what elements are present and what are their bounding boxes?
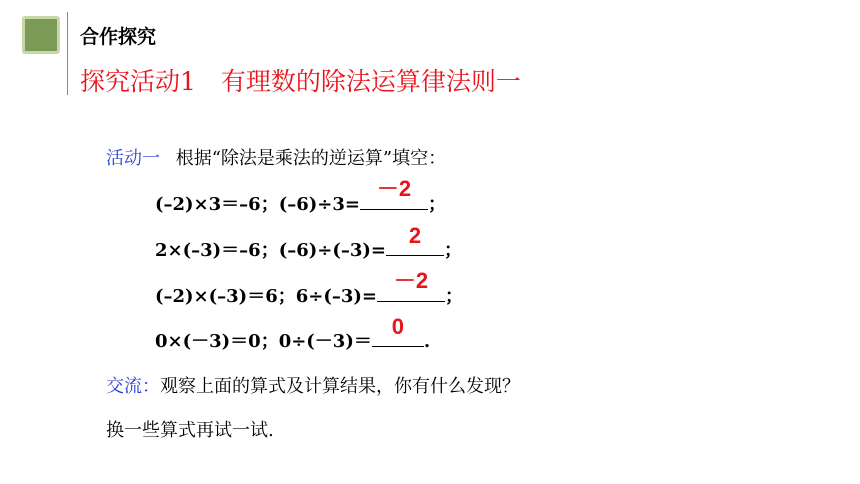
section-label: 合作探究 xyxy=(80,26,157,48)
equation-text: 0×(－3)＝0；0÷(－3)＝ xyxy=(155,331,372,352)
answer-value: 2 xyxy=(408,223,422,248)
page-title: 探究活动1 有理数的除法运算律法则一 xyxy=(80,67,521,96)
equation-text: (–2)×3＝–6；(–6)÷3= xyxy=(155,194,360,215)
answer-value: －2 xyxy=(393,268,429,293)
answer-value: 0 xyxy=(391,314,404,339)
answer-value: －2 xyxy=(376,176,412,201)
equation-end: ； xyxy=(427,194,446,215)
equation-text: (–2)×(–3)＝6；6÷(–3)= xyxy=(155,286,377,307)
activity-instruction: 根据“除法是乘法的逆运算”填空： xyxy=(175,148,447,169)
answer-blank xyxy=(377,268,445,302)
answer-blank xyxy=(386,223,444,256)
equation-row xyxy=(155,314,431,353)
exchange-text: 观察上面的算式及计算结果，你有什么发现？ xyxy=(160,376,520,397)
equation-end: ； xyxy=(444,286,463,307)
exchange-line xyxy=(106,372,520,398)
equation-row xyxy=(155,268,463,308)
equation-row xyxy=(155,223,462,262)
activity-label: 活动一 xyxy=(106,148,160,169)
section-square-icon xyxy=(22,16,60,54)
answer-blank xyxy=(360,176,428,210)
answer-blank xyxy=(372,314,424,347)
equation-row xyxy=(155,176,446,216)
exchange-label: 交流： xyxy=(106,376,160,397)
equation-text: 2×(–3)＝–6；(–6)÷(–3)= xyxy=(155,240,386,261)
equation-end: . xyxy=(423,331,431,352)
footer-text: 换一些算式再试一试. xyxy=(106,420,274,441)
activity-line xyxy=(106,144,446,170)
equation-end: ； xyxy=(443,240,462,261)
decorative-divider xyxy=(67,12,68,95)
